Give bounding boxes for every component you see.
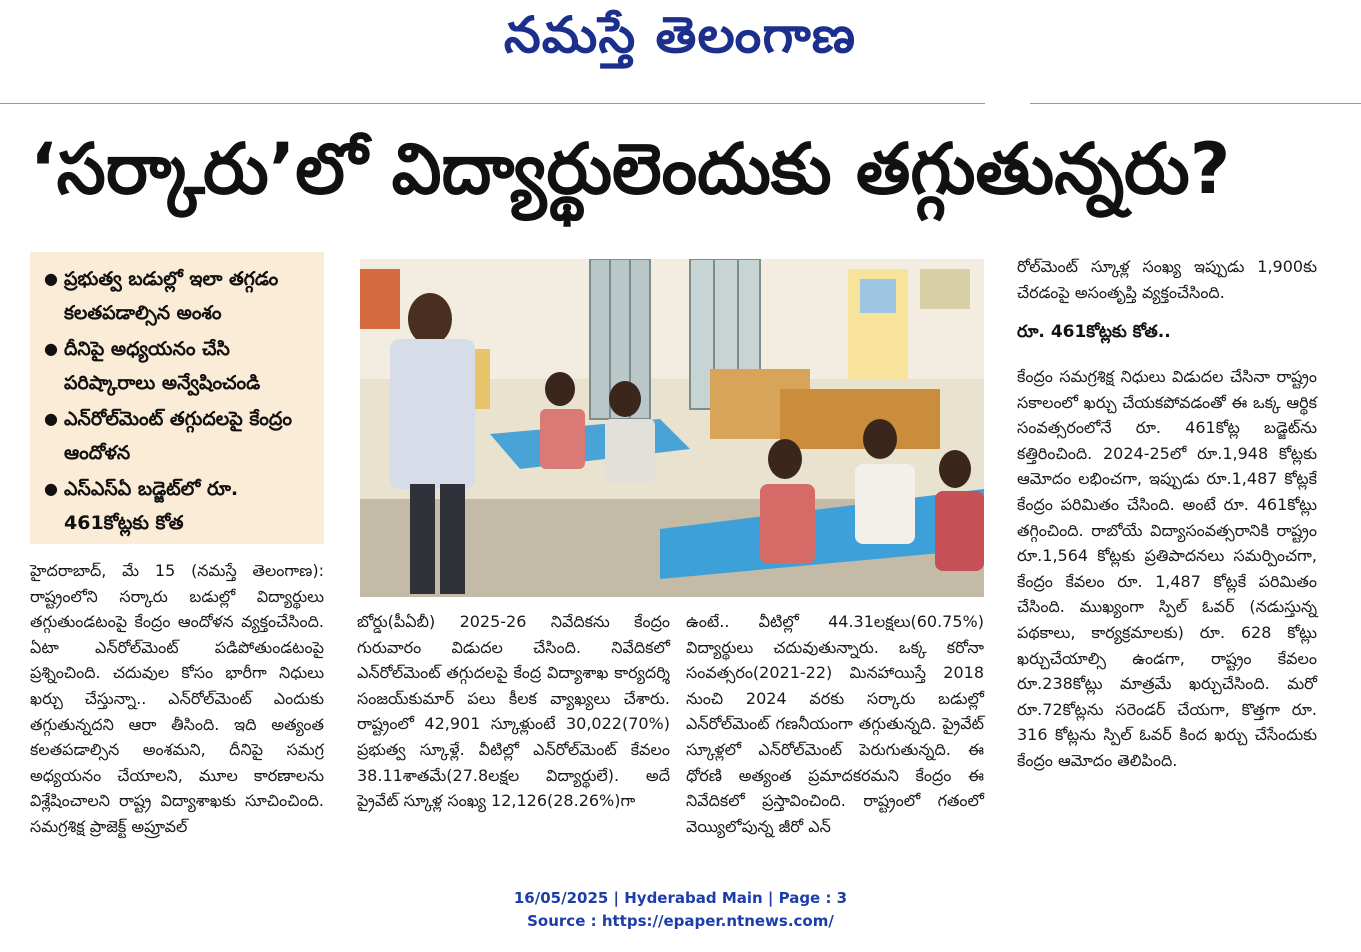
bullet-icon: ● <box>44 339 58 358</box>
divider <box>0 103 985 104</box>
classroom-photo-illustration <box>360 259 984 597</box>
bullet-icon: ● <box>44 269 58 288</box>
bullet-icon: ● <box>44 479 58 498</box>
footer-date-edition: 16/05/2025 | Hyderabad Main | Page : 3 <box>513 889 848 907</box>
highlights-box <box>30 252 324 544</box>
highlight-item: ● ఎన్‌రోల్‌మెంట్ తగ్గుదలపై కేంద్రం ఆందోళన <box>46 402 318 470</box>
article-column-4-top: రోల్‌మెంట్ స్కూళ్ల సంఖ్య ఇప్పుడు 1,900కు చేరడంపై అసంతృప్తి వ్యక్తంచేసింది. <box>1017 257 1317 302</box>
highlight-item: ● దీనిపై అధ్యయనం చేసి పరిష్కారాలు అన్వేషించండి <box>46 332 318 400</box>
footer-source: Source : https://epaper.ntnews.com/ <box>527 912 834 930</box>
article-column-3: ఉంటే.. వీటిల్లో 44.31లక్షలు(60.75%) విద్యార్థులు చదువుతున్నారు. ఒక్క కరోనా సంవత్సరం(2021-22) మినహాయిస్తే 2018 నుంచి 2024 వరకు సర్కారు బడుల్లో ఎన్‌రోల్‌మెంట్ గణనీయంగా తగ్గుతున్నది. ప్రైవేట్ స్కూళ్లలో ఎన్‌రోల్‌మెంట్ పెరుగుతున్నది. ఈ ధోరణి అత్యంత ప్రమాదకరమని కేంద్రం ఈ నివేదికలో ప్రస్తావించింది. రాష్ట్రంలో గతంలో వెయ్యిలోపున్న జీరో ఎన్‌ <box>686 612 984 836</box>
divider <box>1030 103 1361 104</box>
highlight-item: ● ప్రభుత్వ బడుల్లో ఇలా తగ్గడం కలతపడాల్సిన అంశం <box>46 262 318 330</box>
article-column-4: కేంద్రం సమగ్రశిక్ష నిధులు విడుదల చేసినా రాష్ట్రం సకాలంలో ఖర్చు చేయకపోవడంతో ఈ ఒక్క ఆర్థిక సంవత్సరంలోనే రూ. 461కోట్ల బడ్జెట్‌ను కత్తిరించింది. 2024-25లో రూ.1,948 కోట్లకు ఆమోదం లభించగా, ఇప్పుడు రూ.1,487 కోట్లకే కేంద్రం పరిమితం చేసింది. అంటే రూ. 461కోట్లు తగ్గించింది. రాబోయే విద్యాసంవత్సరానికి రాష్ట్రం రూ.1,564 కోట్లకు ప్రతిపాదనలు సమర్పించగా, కేంద్రం కేవలం రూ. 1,487 కోట్లకే పరిమితం చేసింది. ముఖ్యంగా స్పిల్ ఓవర్ (నడుస్తున్న పథకాలు, కార్యక్రమాలకు) రూ. 628 కోట్లు ఖర్చుచేయాల్సి ఉండగా, రాష్ట్రం కేవలం రూ.238కోట్లు మాత్రమే ఖర్చుచేసింది. మరో రూ.72కోట్లను సరెండర్ చేయగా, కొత్తగా రూ. 316 కోట్లను స్పిల్ ఓవర్ కింద ఖర్చు చేసేందుకు కేంద్రం ఆమోదం తెలిపింది. <box>1017 367 1317 770</box>
subheading: రూ. 461కోట్లకు కోత.. <box>1017 322 1171 342</box>
masthead <box>0 0 1361 104</box>
article-column-2: బోర్డు(పీఏబీ) 2025-26 నివేదికను కేంద్రం గురువారం విడుదల చేసింది. నివేదికలో ఎన్‌రోల్‌మెంట్ తగ్గుదలపై కేంద్ర విద్యాశాఖ కార్యదర్శి సంజయ్‌కుమార్ పలు కీలక వ్యాఖ్యలు చేశారు. రాష్ట్రంలో 42,901 స్కూళ్లుంటే 30,022(70%) ప్రభుత్వ స్కూళ్లే. వీటిల్లో ఎన్‌రోల్‌మెంట్ కేవలం 38.11శాతమే(27.8లక్షల విద్యార్థులే). అదే ప్రైవేట్ స్కూళ్ల సంఖ్య 12,126(28.26%)గా <box>357 612 670 811</box>
headline: ‘సర్కారు’లో విద్యార్థులెందుకు తగ్గుతున్నరు? <box>30 128 1231 210</box>
classroom-photo <box>360 259 984 597</box>
article-column-1: హైదరాబాద్, మే 15 (నమస్తే తెలంగాణ): రాష్ట్రంలోని సర్కారు బడుల్లో విద్యార్థులు తగ్గుతుండటంపై కేంద్రం ఆందోళన వ్యక్తంచేసింది. ఏటా ఎన్‌రోల్‌మెంట్ పడిపోతుండటంపై ప్రశ్నించింది. చదువుల కోసం భారీగా నిధులు ఖర్చు చేస్తున్నా.. ఎన్‌రోల్‌మెంట్ ఎందుకు తగ్గుతున్నదని ఆరా తీసింది. ఇది అత్యంత కలతపడాల్సిన అంశమని, దీనిపై సమగ్ర అధ్యయనం చేయాలని, మూల కారణాలను విశ్లేషించాలని రాష్ట్ర విద్యాశాఖకు సూచించింది. సమగ్రశిక్ష ప్రాజెక్ట్ అప్రూవల్ <box>30 561 324 836</box>
bullet-icon: ● <box>44 409 58 428</box>
newspaper-logo: నమస్తే తెలంగాణ <box>503 6 857 64</box>
highlight-item: ● ఎస్‌ఎస్‌ఏ బడ్జెట్‌లో రూ. 461కోట్లకు కోత <box>46 472 318 540</box>
